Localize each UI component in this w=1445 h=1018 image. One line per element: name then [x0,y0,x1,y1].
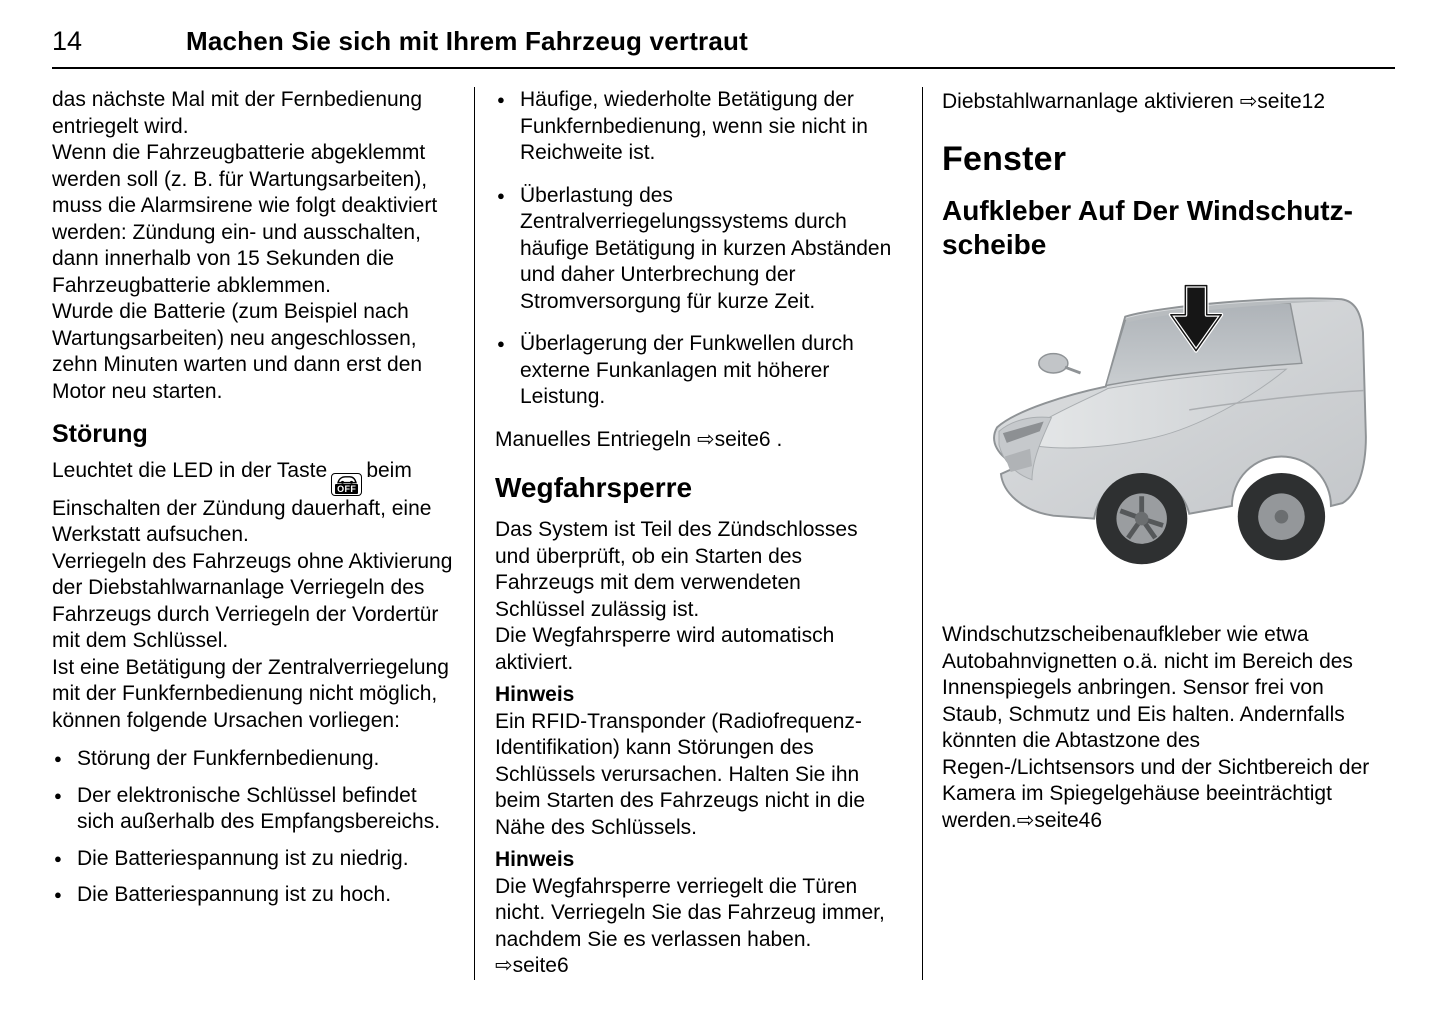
list-item: ● Der elektronische Schlüssel befindet sich außerhalb des Empfangsbereichs. [52,783,456,836]
text-run: Die Wegfahrsperre verriegelt die Türen nicht. Verriegeln Sie das Fahrzeug immer, nachdem Sie es verlassen haben. [495,874,885,951]
note-label: Hinweis [495,683,575,706]
list-item: ● Die Batteriespannung ist zu hoch. [52,882,456,909]
car-side-mirror [1039,354,1068,373]
chapter-heading-fenster: Fenster [942,139,1067,178]
page-link-seite46[interactable]: ⇨seite46 [1016,808,1103,832]
cause-list-continued [495,87,896,411]
column-2 [474,87,922,980]
cause-list [52,746,456,909]
text-run: . [776,427,783,451]
list-item: ● Häufige, wiederholte Betätigung der Funkfernbedienung, wenn sie nicht in Reichweite ist. [495,87,896,167]
text-run: Windschutzscheibenaufkleber wie etwa Autobahnvignetten o.ä. nicht im Bereich des Innenspiegels anbringen. Sensor frei von Staub, Schmutz und Eis halten. Andernfalls könnten die Abtastzone des Regen-/Lichtsensors und der Sichtbereich der Kamera im Spiegelgehäuse beeinträchtigt werden. [942,623,1370,832]
list-item: ● Überlastung des Zentralverriegelungssystems durch häufige Betätigung in kurzen Abständen und daher Unterbrechung der Stromversorgung für kurze Zeit. [495,183,896,316]
paragraph: das nächste Mal mit der Fernbedienung entriegelt wird. [52,88,423,138]
column-1 [52,87,474,980]
paragraph: Verriegeln des Fahrzeugs ohne Aktivierung der Diebstahlwarnanlage Verriegeln des Fahrzeugs durch Verriegeln der Vordertür mit dem Schlüssel. [52,549,453,652]
paragraph [942,622,1389,834]
page-number: 14 [52,26,83,56]
section-heading-stoerung: Störung [52,420,148,448]
list-item: ● Die Batteriespannung ist zu niedrig. [52,846,456,873]
page-title: Machen Sie sich mit Ihrem Fahrzeug vertraut [186,26,748,56]
page-header [52,26,1395,69]
text-run: Leuchtet die LED in der Taste [52,458,328,482]
note-label: Hinweis [495,848,575,871]
car-illustration-svg [954,274,1374,604]
section-heading-wegfahrsperre: Wegfahrsperre [495,472,693,503]
column-3 [922,87,1393,980]
text-run: Manuelles Entriegeln [495,427,692,451]
section-heading-windshield-sticker: Aufkleber Auf Der Windschutzscheibe [942,195,1353,260]
paragraph: Wenn die Fahrzeugbatterie abgeklemmt werden soll (z. B. für Wartungsarbeiten), muss die Alarmsirene wie folgt deaktiviert werden: Zündung ein- und ausschalten, dann innerhalb von 15 Sekunden die Fahrzeugbatterie abklemmen. [52,141,438,297]
paragraph: Das System ist Teil des Zündschlosses und überprüft, ob ein Starten des Fahrzeugs mit dem verwendeten Schlüssel zulässig ist. [495,518,858,621]
paragraph: Ist eine Betätigung der Zentralverriegelung mit der Funkfernbedienung nicht möglich, können folgende Ursachen vorliegen: [52,655,449,732]
note-text [495,874,896,980]
page-link-seite6[interactable]: ⇨seite6 [696,427,771,451]
paragraph: Wurde die Batterie (zum Beispiel nach Wartungsarbeiten) neu angeschlossen, zehn Minuten warten und dann erst den Motor neu starten. [52,300,423,403]
page-link-seite12[interactable]: ⇨seite12 [1239,90,1325,113]
car-rear-hub [1275,510,1289,524]
paragraph: Die Wegfahrsperre wird automatisch aktiviert. [495,624,835,674]
list-item: ● Störung der Funkfernbedienung. [52,746,456,773]
vehicle-off-button-icon [331,473,362,496]
page-link-seite6[interactable]: ⇨seite6 [495,954,569,977]
note-text: Ein RFID-Transponder (Radiofrequenz-Identifikation) kann Störungen des Schlüssels verursachen. Halten Sie ihn beim Starten des Fahrzeugs nicht in die Nähe des Schlüssels. [495,709,866,839]
manual-unlock-reference [495,427,896,454]
car-front-hub [1135,512,1149,526]
list-item: ● Überlagerung der Funkwellen durch externe Funkanlagen mit höherer Leistung. [495,331,896,411]
paragraph-with-icon [52,458,456,549]
text-run: Diebstahlwarnanlage aktivieren [942,90,1234,113]
off-icon-label: OFF [337,483,357,494]
text-run: beim Einschalten der Zündung dauerhaft, eine Werkstatt aufsuchen. [52,458,432,546]
alarm-activation-reference [942,89,1389,116]
windshield-sticker-illustration [954,274,1374,604]
columns [52,87,1395,980]
